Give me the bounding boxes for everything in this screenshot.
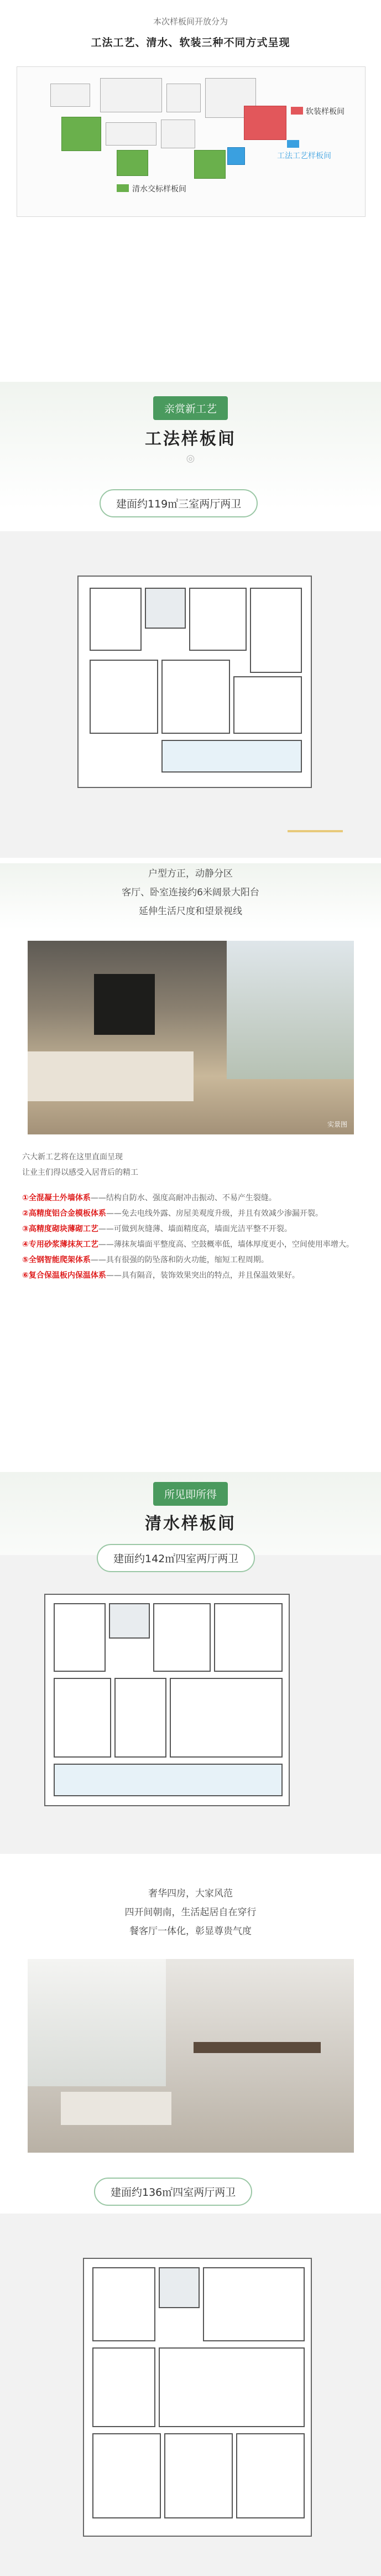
- room-bedroom: [54, 1603, 106, 1672]
- room-bath: [145, 588, 186, 629]
- item-3: [22, 1223, 359, 1235]
- legend-craft: 工法工艺样板间: [277, 152, 331, 160]
- room-bedroom2: [214, 1603, 283, 1672]
- legend-raw-swatch: [117, 184, 129, 192]
- site-plan: [17, 66, 366, 217]
- room-kitchen: [203, 2267, 305, 2341]
- intro-line: 本次样板间开放分为: [153, 17, 228, 27]
- legend-craft-swatch: [287, 140, 299, 148]
- section1-plan-label: 建面约119㎡三室两厅两卫: [100, 489, 258, 517]
- section2-features: [0, 1884, 381, 1941]
- item-1: [22, 1192, 359, 1204]
- room-master: [90, 660, 158, 734]
- raw-unit-block: [194, 150, 226, 179]
- room-living: [233, 676, 302, 734]
- feature-line: 客厅、卧室连接约6米阔景大阳台: [122, 887, 259, 898]
- legend-raw: 清水交标样板间: [132, 185, 186, 194]
- section1-description: [22, 1151, 359, 1285]
- bed: [28, 1051, 194, 1101]
- item-text: ——免去电线外露、房屋美观度升级，并且有效减少渗漏开裂。: [106, 1209, 323, 1218]
- building-block: [100, 78, 162, 112]
- room-living: [159, 2347, 305, 2427]
- room-bedroom3: [114, 1678, 166, 1758]
- item-text: ——可做到灰缝薄、墙面精度高，墙面光洁平整不开裂。: [98, 1225, 292, 1233]
- room-dining: [250, 588, 302, 673]
- room-bath: [159, 2267, 200, 2308]
- section1-badge: 亲赏新工艺: [153, 396, 228, 420]
- dining-table: [194, 2042, 321, 2053]
- raw-unit-block: [117, 150, 148, 176]
- room-bedroom2: [92, 2347, 155, 2427]
- wall-art: [94, 974, 155, 1035]
- item-6: [22, 1269, 359, 1282]
- section1-ornament: ◎: [186, 453, 195, 464]
- section2-title: 清水样板间: [145, 1514, 236, 1533]
- room-kitchen: [153, 1603, 211, 1672]
- room-bedroom: [92, 2267, 155, 2341]
- section2-plan-label: 建面约142㎡四室两厅两卫: [97, 1544, 255, 1572]
- feature-line: 户型方正，动静分区: [148, 868, 233, 879]
- legend-soft: 软装样板间: [306, 107, 345, 116]
- section1-badge-wrap: [0, 396, 381, 420]
- item-name: ④专用砂浆薄抹灰工艺: [22, 1240, 98, 1249]
- item-name: ①全混凝土外墙体系: [22, 1194, 91, 1203]
- building-block: [161, 120, 195, 148]
- section1-features: [0, 864, 381, 921]
- room-living: [170, 1678, 283, 1758]
- room-bath: [109, 1603, 150, 1639]
- section2-badge: 所见即所得: [153, 1482, 228, 1506]
- item-name: ②高精度铝合金模板体系: [22, 1209, 106, 1218]
- room-balcony: [161, 740, 302, 773]
- floor-plan-119: [77, 576, 312, 788]
- item-name: ⑥复合保温板内保温体系: [22, 1271, 106, 1280]
- photo-caption: 实景图: [327, 1121, 347, 1128]
- item-2: [22, 1207, 359, 1220]
- feature-line: 延伸生活尺度和望景视线: [139, 906, 242, 917]
- lead-line: 六大新工艺将在这里直面呈现: [22, 1153, 123, 1162]
- soft-unit-block: [244, 106, 286, 140]
- room-bedroom2: [161, 660, 230, 734]
- intro-headline: 工法工艺、清水、软装三种不同方式呈现: [91, 37, 290, 49]
- room-bedroom3: [164, 2433, 233, 2518]
- floor-plan-142: [44, 1594, 290, 1806]
- item-4: [22, 1238, 359, 1251]
- legend-soft-swatch: [291, 107, 303, 115]
- floor-plan-136: [83, 2258, 312, 2537]
- feature-line: 奢华四房，大家风范: [148, 1888, 233, 1899]
- section2-plan2-label: 建面约136㎡四室两厅两卫: [94, 2178, 252, 2206]
- item-name: ⑤全钢智能爬架体系: [22, 1256, 91, 1264]
- room-balcony: [54, 1764, 283, 1796]
- room-bedroom4: [236, 2433, 305, 2518]
- dining-photo: [28, 1959, 354, 2153]
- interior-photo: [28, 941, 354, 1134]
- sofa: [61, 2092, 171, 2125]
- room-kitchen: [189, 588, 247, 651]
- lead-line: 让业主们得以感受入居背后的精工: [22, 1168, 138, 1177]
- item-text: ——薄抹灰墙面平整度高、空鼓概率低，墙体厚度更小，空间使用率增大。: [98, 1240, 354, 1249]
- section1-title: 工法样板间: [145, 429, 236, 449]
- building-block: [166, 84, 201, 112]
- room-bedroom: [90, 588, 142, 651]
- item-text: ——具有很强的防坠落和防火功能，缩短工程周期。: [90, 1256, 269, 1264]
- window-view: [227, 941, 354, 1079]
- item-text: ——结构自防水、强度高耐冲击振动、不易产生裂缝。: [90, 1194, 276, 1203]
- window-view: [28, 1959, 166, 2086]
- scale-bar: [288, 830, 343, 832]
- section2-badge-wrap: [0, 1482, 381, 1506]
- building-block: [106, 122, 156, 146]
- item-name: ③高精度砌块薄砌工艺: [22, 1225, 98, 1233]
- craft-unit-block: [227, 147, 245, 165]
- feature-line: 四开间朝南，生活起居自在穿行: [124, 1907, 257, 1918]
- room-master: [54, 1678, 111, 1758]
- item-5: [22, 1254, 359, 1266]
- room-master: [92, 2433, 161, 2518]
- item-text: ——具有隔音，装饰效果突出的特点，并且保温效果好。: [106, 1271, 300, 1280]
- building-block: [50, 84, 90, 107]
- raw-unit-block: [61, 117, 101, 151]
- feature-line: 餐客厅一体化，彰显尊贵气度: [129, 1926, 252, 1937]
